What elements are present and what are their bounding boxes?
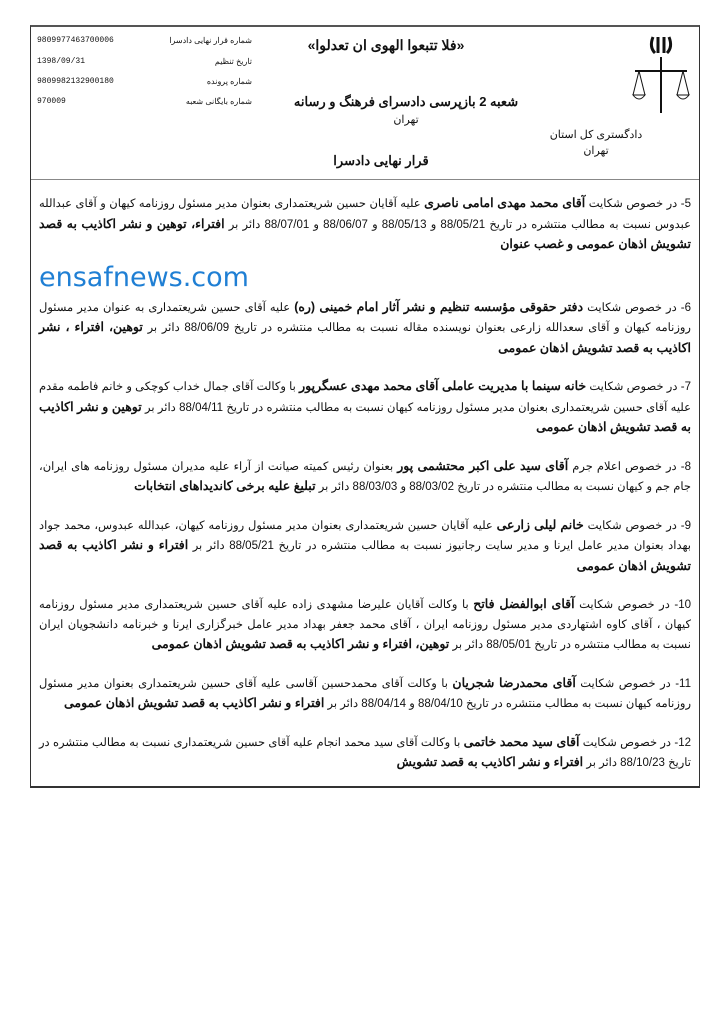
meta-label: تاریخ تنظیم [214,57,252,66]
paragraph-text: با وکالت آقای جمال خداب کوچکی و خانم فاطمه مقدم علیه آقای حسین شریعتمداری بعنوان مدیر مسئول روزنامه کیهان نسبت به مطالب منتشره در تاریخ 88/04/11 دائر بر [39,381,691,414]
watermark: ensafnews.com [39,261,249,293]
emphasized-text: خانم لیلی زارعی [496,517,584,532]
meta-label: شماره قرار نهایی دادسرا [169,36,252,45]
paragraph-text: علیه آقای حسین شریعتمداری به عنوان مدیر مسئول روزنامه کیهان و آقای سعدالله زارعی بعنوان نویسنده مقاله نسبت به مطالب منتشره در تاریخ 88/06/09 دائر بر [39,301,691,334]
complaint-paragraph [39,194,691,256]
paragraph-text: با وکالت آقایان علیرضا مشهدی زاده علیه آقای حسین شریعتمداری مدیر مسئول روزنامه کیهان ، آقای کاوه اشتهاردی مدیر مسئول روزنامه ایران ، آقای محمد جعفر بهداد مدیر عامل خبرگزاری ایرنا و خبرنامه دانشجویان ایران نسبت به مطالب منتشره در تاریخ 88/05/01 دائر بر [39,599,691,651]
complaint-paragraph [39,674,691,715]
emphasized-text: افتراء و نشر اکاذیب به قصد تشویش اذهان عمومی [63,696,325,710]
document-header [31,27,699,180]
complaint-paragraph [39,457,691,498]
branch-name [281,93,531,129]
meta-label: شماره بایگانی شعبه [185,97,252,106]
emphasized-text: آقای سید علی اکبر محتشمی پور [397,458,569,473]
motto: «فلا تتبعوا الهوی ان تعدلوا» [307,37,465,53]
paragraph-text: علیه آقایان حسین شریعتمداری بعنوان مدیر مسئول روزنامه کیهان، عبدالله عبدوس، محمد جواد بهداد بعنوان مدیر عامل ایرنا و مدیر سایت رجانیوز نسبت به مطالب منتشره در تاریخ 88/05/21 دائر بر [39,519,691,552]
paragraph-text: علیه آقایان حسین شریعتمداری بعنوان مدیر مسئول روزنامه کیهان و آقای عبدالله عبدوس نسبت به مطالب منتشره در تاریخ 88/05/21 و 88/05/13 و 88/06/07 و 88/07/01 دائر بر [39,198,692,231]
meta-label: شماره پرونده [206,77,252,86]
meta-row [37,57,252,73]
emphasized-text: خانه سینما با مدیریت عاملی آقای محمد مهدی عسگرپور [299,379,587,393]
emphasized-text: توهین و نشر اکاذیب به قصد تشویش اذهان عمومی [39,399,691,434]
court-city: تهران [583,145,609,157]
paragraph-text: 10- در خصوص شکایت [574,599,691,611]
meta-value: 970009 [37,97,66,106]
emphasized-text: افتراء و نشر اکاذیب به قصد تشویش [396,755,584,769]
scales-emblem-icon [631,33,691,123]
emphasized-text: افتراء، توهین و نشر اکاذیب به قصد تشویش اذهان عمومی و غصب عنوان [39,216,691,251]
emphasized-text: دفتر حقوقی مؤسسه تنظیم و نشر آثار امام خمینی (ره) [294,299,584,314]
paragraph-text: 11- در خصوص شکایت [575,677,691,690]
paragraph-text: 7- در خصوص شکایت [586,381,691,393]
branch-city: تهران [393,114,419,126]
paragraph-text: 6- در خصوص شکایت [583,301,692,314]
paragraph-text: 12- در خصوص شکایت [579,736,692,749]
branch-label: شعبه 2 بازپرسی دادسرای فرهنگ و رسانه [293,94,519,109]
emphasized-text: افتراء و نشر اکاذیب به قصد تشویش اذهان عمومی [39,538,691,573]
emphasized-text: توهین، افتراء ، نشر اکاذیب به قصد تشویش اذهان عمومی [39,320,691,355]
emphasized-text: آقای ابوالفضل فاتح [473,597,575,611]
meta-value: 9809977463700006 [37,36,114,45]
paragraph-text: با وکالت آقای محمدحسین آقاسی علیه آقای حسین شریعتمداری بعنوان مدیر مسئول روزنامه کیهان نسبت به مطالب منتشره در تاریخ 88/04/10 و 88/04/14 دائر بر [39,677,691,710]
emphasized-text: آقای سید محمد خاتمی [463,734,580,749]
complaint-paragraph [39,377,691,439]
paragraph-text: 5- در خصوص شکایت [585,198,691,210]
court-label: دادگستری کل استان [549,129,643,141]
complaints-list [31,180,699,786]
meta-value: 9809982132900180 [37,77,114,86]
paragraph-text: 8- در خصوص اعلام جرم [568,460,691,473]
emphasized-text: توهین، افتراء و نشر اکاذیب به قصد تشویش اذهان عمومی [151,637,450,651]
court-name [531,127,661,159]
document-page [30,25,700,788]
complaint-paragraph [39,595,691,656]
emphasized-text: آقای محمد مهدی امامی ناصری [424,196,586,210]
emphasized-text: آقای محمدرضا شجریان [452,675,576,690]
paragraph-text: با وکالت آقای سید محمد انجام علیه آقای حسین شریعتمداری نسبت به مطالب منتشره در تاریخ 88/10/23 دائر بر [39,736,691,769]
document-title: قرار نهایی دادسرا [333,153,429,168]
meta-value: 1398/09/31 [37,57,86,66]
complaint-paragraph [39,733,691,774]
paragraph-text: 9- در خصوص شکایت [583,519,691,532]
emphasized-text: تبلیغ علیه برخی کاندیداهای انتخابات [134,479,316,493]
complaint-paragraph [39,516,691,578]
meta-row [37,97,252,113]
paragraph-text: بعنوان رئیس کمیته صیانت از آراء علیه مدیران مسئول روزنامه های ایران، جام جم و کیهان نسبت به مطالب منتشره در تاریخ 88/03/02 و 88/03/03 دائر بر [39,460,691,493]
meta-row [37,77,252,93]
meta-row [37,36,252,52]
complaint-paragraph [39,298,691,360]
